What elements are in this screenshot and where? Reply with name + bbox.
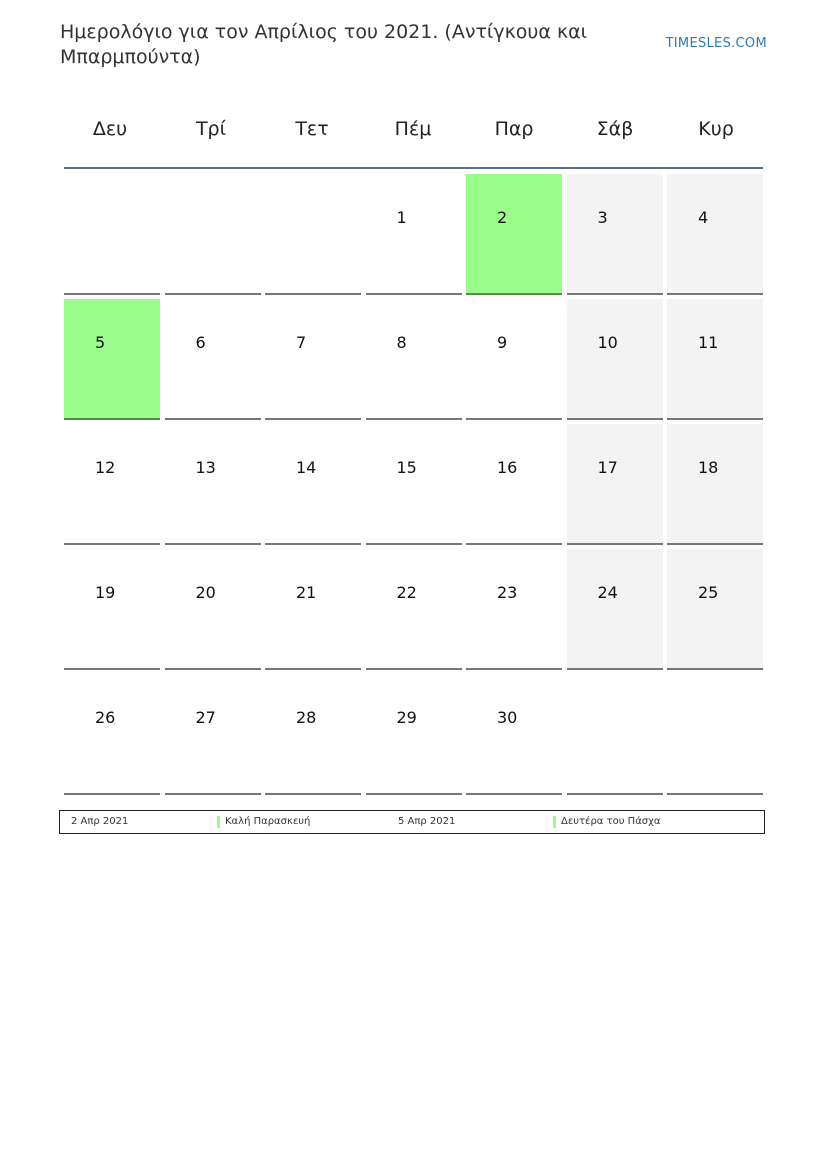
day-cell[interactable] [466,174,562,295]
legend-color-swatch [217,816,220,828]
day-cell[interactable] [567,299,663,420]
empty-day-cell [265,174,361,295]
day-cell[interactable] [265,549,361,670]
weekday-fri: Παρ [494,118,534,140]
day-number: 13 [195,458,216,477]
weekday-wed: Τετ [295,118,329,140]
empty-day-cell [567,674,663,795]
day-cell[interactable] [667,549,763,670]
brand-link[interactable]: TIMESLES.COM [665,36,767,51]
day-cell[interactable] [567,424,663,545]
day-number: 17 [597,458,618,477]
day-cell[interactable] [265,424,361,545]
header-divider [64,167,763,169]
day-number: 6 [195,333,206,352]
weekday-sat: Σάβ [596,118,634,140]
day-number: 26 [95,708,116,727]
weekday-mon: Δευ [92,118,128,140]
day-number: 8 [396,333,407,352]
legend-date: 2 Απρ 2021 [71,816,129,827]
day-cell[interactable] [165,549,261,670]
day-number: 25 [698,583,719,602]
day-cell[interactable] [165,424,261,545]
day-cell[interactable] [667,174,763,295]
day-number: 19 [95,583,116,602]
day-cell[interactable] [466,424,562,545]
day-number: 3 [597,208,608,227]
weekday-sun: Κυρ [698,118,734,140]
day-cell[interactable] [165,299,261,420]
day-number: 7 [296,333,307,352]
day-cell[interactable] [667,299,763,420]
calendar-grid [64,174,763,795]
day-cell[interactable] [667,424,763,545]
legend-holiday-name: Δευτέρα του Πάσχα [561,816,661,827]
legend-color-swatch [553,816,556,828]
day-number: 24 [597,583,618,602]
day-number: 4 [698,208,709,227]
weekday-thu: Πέμ [394,118,432,140]
day-cell[interactable] [366,549,462,670]
day-cell[interactable] [466,674,562,795]
legend-date: 5 Απρ 2021 [398,816,456,827]
day-cell[interactable] [466,299,562,420]
day-cell[interactable] [64,299,160,420]
page-title: Ημερολόγιο για τον Απρίλιος του 2021. (Αντίγκουα και Μπαρμπούντα) [60,21,588,68]
day-number: 12 [95,458,116,477]
day-cell[interactable] [265,674,361,795]
day-number: 18 [698,458,719,477]
day-number: 1 [396,208,407,227]
day-cell[interactable] [64,424,160,545]
day-cell[interactable] [366,674,462,795]
day-number: 21 [296,583,317,602]
day-number: 16 [497,458,518,477]
legend-holiday-name: Καλή Παρασκευή [225,816,311,827]
weekday-tue: Τρί [195,118,227,140]
day-number: 11 [698,333,719,352]
day-number: 29 [396,708,417,727]
day-number: 30 [497,708,518,727]
day-number: 23 [497,583,518,602]
day-number: 2 [497,208,508,227]
day-cell[interactable] [366,174,462,295]
day-cell[interactable] [366,299,462,420]
day-cell[interactable] [366,424,462,545]
day-number: 10 [597,333,618,352]
day-number: 27 [195,708,216,727]
day-number: 20 [195,583,216,602]
day-cell[interactable] [265,299,361,420]
day-number: 22 [396,583,417,602]
empty-day-cell [165,174,261,295]
day-cell[interactable] [64,674,160,795]
empty-day-cell [64,174,160,295]
day-number: 5 [95,333,106,352]
day-number: 15 [396,458,417,477]
holiday-legend [59,810,765,834]
day-cell[interactable] [64,549,160,670]
day-number: 9 [497,333,508,352]
day-cell[interactable] [567,549,663,670]
day-cell[interactable] [165,674,261,795]
day-number: 14 [296,458,317,477]
day-cell[interactable] [567,174,663,295]
weekday-header [62,108,764,150]
day-number: 28 [296,708,317,727]
day-cell[interactable] [466,549,562,670]
empty-day-cell [667,674,763,795]
